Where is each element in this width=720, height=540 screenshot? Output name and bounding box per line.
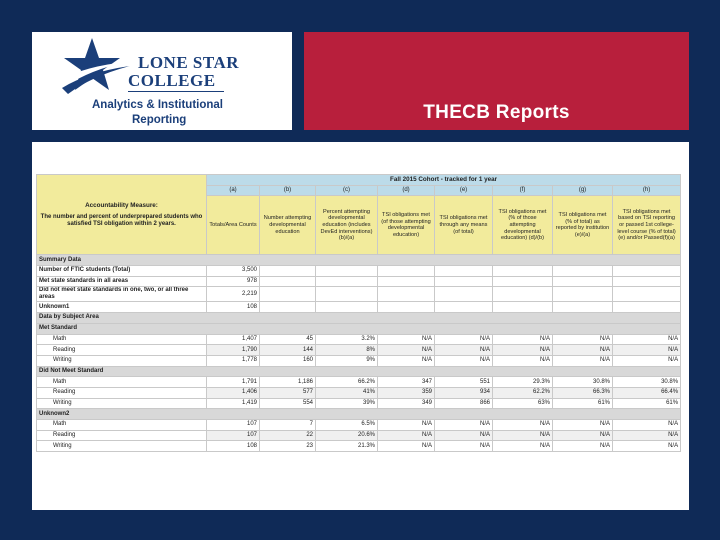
data-cell: 66.3% [553,387,613,398]
column-letter: (d) [378,185,435,196]
column-header: Number attempting developmental education [260,196,316,255]
empty-cell [493,266,553,277]
data-cell: 107 [207,420,260,431]
data-cell: N/A [613,345,681,356]
college-name-line1: LONE STAR [138,53,240,72]
subject-label: Writing [37,355,207,366]
data-cell: 1,407 [207,334,260,345]
table-row [37,398,681,409]
column-letter: (a) [207,185,260,196]
data-cell: N/A [553,345,613,356]
data-cell: 359 [378,387,435,398]
data-cell: N/A [553,334,613,345]
table-row [37,441,681,452]
summary-row [37,302,681,313]
table-row [37,420,681,431]
empty-cell [613,302,681,313]
column-letter: (f) [493,185,553,196]
logo-divider [128,91,224,92]
thecb-report-table [36,174,681,452]
title-banner [304,32,689,130]
group-header-row [37,409,681,420]
data-cell: N/A [553,420,613,431]
subject-section-row [37,313,681,324]
data-cell: N/A [435,334,493,345]
column-header: TSI obligations met (% of those attempting developmental education) (d)/(b) [493,196,553,255]
data-cell: 29.3% [493,377,553,388]
empty-cell [493,276,553,287]
summary-value: 978 [207,276,260,287]
subject-label: Reading [37,345,207,356]
data-cell: N/A [378,345,435,356]
data-cell: N/A [435,430,493,441]
column-letter: (c) [316,185,378,196]
empty-cell [316,276,378,287]
data-cell: 66.2% [316,377,378,388]
empty-cell [316,287,378,302]
table-row [37,387,681,398]
data-cell: N/A [435,420,493,431]
summary-row [37,266,681,277]
summary-row [37,276,681,287]
data-cell: 1,790 [207,345,260,356]
data-cell: 61% [553,398,613,409]
data-cell: 551 [435,377,493,388]
subject-section-label: Data by Subject Area [37,313,681,324]
cohort-title: Fall 2015 Cohort - tracked for 1 year [207,175,681,186]
data-cell: 61% [613,398,681,409]
data-cell: N/A [493,334,553,345]
table-row [37,334,681,345]
data-cell: 577 [260,387,316,398]
data-cell: 1,419 [207,398,260,409]
table-row [37,355,681,366]
empty-cell [493,302,553,313]
summary-value: 108 [207,302,260,313]
empty-cell [613,276,681,287]
data-cell: 62.2% [493,387,553,398]
data-cell: 39% [316,398,378,409]
subject-label: Writing [37,441,207,452]
empty-cell [316,266,378,277]
group-header-row [37,366,681,377]
empty-cell [260,302,316,313]
slide-title: THECB Reports [423,102,570,123]
data-cell: N/A [613,334,681,345]
data-cell: 934 [435,387,493,398]
accountability-description: The number and percent of underprepared students who satisfied TSI obligation within 2 years. [40,214,203,228]
data-cell: 349 [378,398,435,409]
column-letter: (e) [435,185,493,196]
data-cell: 45 [260,334,316,345]
summary-section-label: Summary Data [37,255,681,266]
subject-label: Reading [37,387,207,398]
empty-cell [378,266,435,277]
data-cell: N/A [378,355,435,366]
data-cell: N/A [493,355,553,366]
column-header: Totals/Area Counts [207,196,260,255]
data-cell: 30.8% [553,377,613,388]
summary-row [37,287,681,302]
data-cell: 23 [260,441,316,452]
empty-cell [553,287,613,302]
group-header-row [37,323,681,334]
data-cell: N/A [553,430,613,441]
empty-cell [378,276,435,287]
data-cell: N/A [613,420,681,431]
empty-cell [435,276,493,287]
department-line2: Reporting [132,114,187,126]
data-cell: 347 [378,377,435,388]
summary-label: Number of FTIC students (Total) [37,266,207,277]
data-cell: 107 [207,430,260,441]
data-cell: 3.2% [316,334,378,345]
data-cell: 1,791 [207,377,260,388]
report-table-body [37,255,681,452]
data-cell: N/A [378,430,435,441]
data-cell: 41% [316,387,378,398]
empty-cell [378,287,435,302]
empty-cell [613,266,681,277]
empty-cell [260,276,316,287]
table-row [37,430,681,441]
data-cell: 108 [207,441,260,452]
column-header: TSI obligations met (% of total) as reported by institution (e)/(a) [553,196,613,255]
table-row [37,377,681,388]
data-cell: N/A [493,430,553,441]
data-cell: N/A [378,441,435,452]
report-panel [32,142,689,510]
empty-cell [260,287,316,302]
data-cell: N/A [435,441,493,452]
data-cell: 63% [493,398,553,409]
data-cell: 66.4% [613,387,681,398]
department-line1: Analytics & Institutional [92,99,223,111]
data-cell: 20.6% [316,430,378,441]
data-cell: 30.8% [613,377,681,388]
summary-label: Met state standards in all areas [37,276,207,287]
data-cell: N/A [493,345,553,356]
data-cell: 866 [435,398,493,409]
summary-label: Did not meet state standards in one, two, or all three areas [37,287,207,302]
college-name-line2: COLLEGE [128,71,216,90]
column-header: TSI obligations met through any means (of total) [435,196,493,255]
data-cell: 144 [260,345,316,356]
data-cell: 6.5% [316,420,378,431]
data-cell: N/A [613,441,681,452]
column-header: TSI obligations met based on TSI reporting or passed 1st college-level course (% of total) (e) and/or Passed(f)(a) [613,196,681,255]
column-header: Percent attempting developmental education (includes DevEd interventions) (b)/(a) [316,196,378,255]
data-cell: 1,186 [260,377,316,388]
accountability-measure-cell [37,175,207,255]
data-cell: 22 [260,430,316,441]
data-cell: N/A [553,441,613,452]
data-cell: N/A [378,420,435,431]
data-cell: N/A [435,345,493,356]
empty-cell [553,266,613,277]
data-cell: 8% [316,345,378,356]
subject-label: Math [37,420,207,431]
data-cell: N/A [493,420,553,431]
group-label: Met Standard [37,323,681,334]
summary-section-row [37,255,681,266]
data-cell: 7 [260,420,316,431]
subject-label: Math [37,377,207,388]
data-cell: N/A [493,441,553,452]
column-letter: (h) [613,185,681,196]
column-letter: (g) [553,185,613,196]
empty-cell [316,302,378,313]
empty-cell [435,302,493,313]
empty-cell [553,276,613,287]
data-cell: 160 [260,355,316,366]
column-letter: (b) [260,185,316,196]
empty-cell [553,302,613,313]
group-label: Did Not Meet Standard [37,366,681,377]
summary-value: 2,219 [207,287,260,302]
summary-label: Unknown1 [37,302,207,313]
data-cell: N/A [613,355,681,366]
data-cell: 554 [260,398,316,409]
empty-cell [435,287,493,302]
table-row [37,345,681,356]
data-cell: N/A [613,430,681,441]
summary-value: 3,500 [207,266,260,277]
empty-cell [435,266,493,277]
empty-cell [613,287,681,302]
subject-label: Math [37,334,207,345]
group-label: Unknown2 [37,409,681,420]
data-cell: 9% [316,355,378,366]
data-cell: N/A [378,334,435,345]
data-cell: 1,406 [207,387,260,398]
subject-label: Writing [37,398,207,409]
data-cell: N/A [553,355,613,366]
empty-cell [260,266,316,277]
accountability-title: Accountability Measure: [85,202,158,210]
data-cell: 21.3% [316,441,378,452]
empty-cell [493,287,553,302]
column-header: TSI obligations met (of those attempting developmental education) [378,196,435,255]
data-cell: N/A [435,355,493,366]
subject-label: Reading [37,430,207,441]
data-cell: 1,778 [207,355,260,366]
empty-cell [378,302,435,313]
